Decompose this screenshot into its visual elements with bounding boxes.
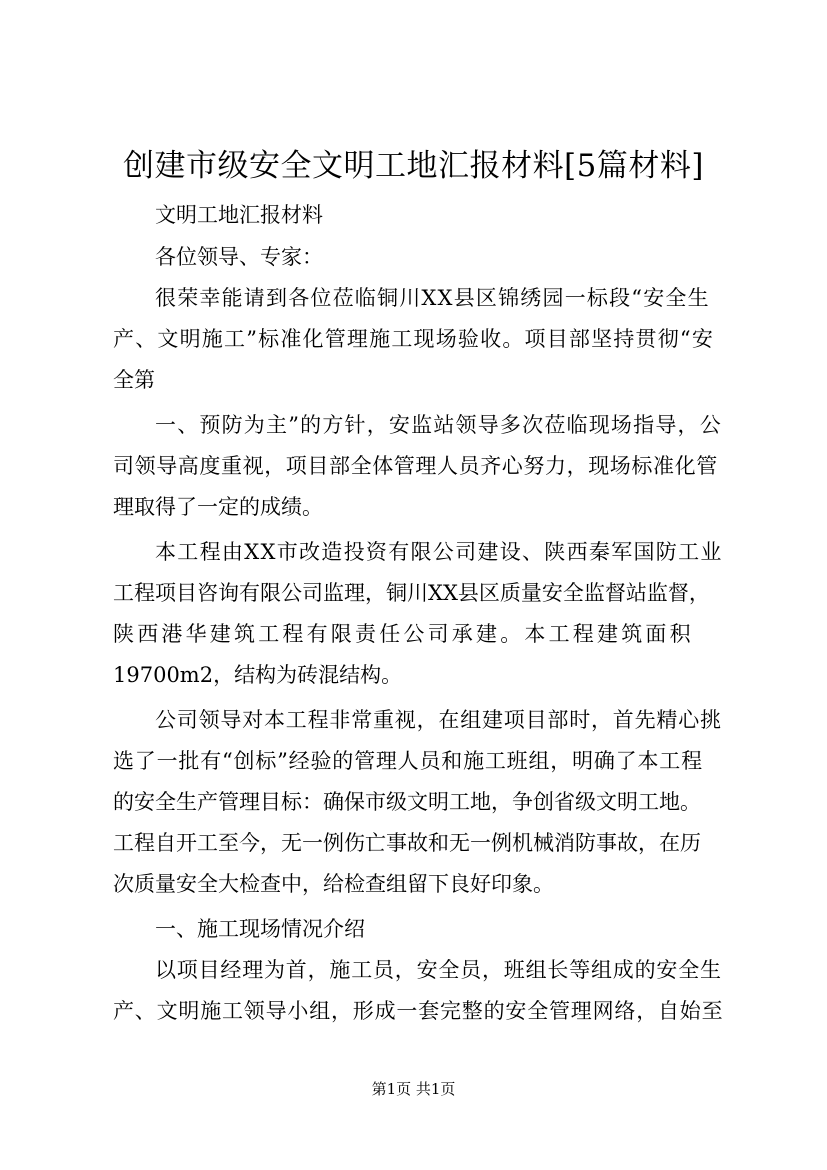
body-line: 以项目经理为首，施工员，安全员，班组长等组成的安全生 (155, 958, 722, 982)
body-line: 选了一批有“创标”经验的管理人员和施工班组，明确了本工程 (113, 749, 703, 773)
body-line: 司领导高度重视，项目部全体管理人员齐心努力，现场标准化管 (113, 454, 718, 478)
document-title: 创建市级安全文明工地汇报材料[5篇材料] (123, 148, 704, 184)
body-line: 公司领导对本工程非常重视，在组建项目部时，首先精心挑 (155, 708, 722, 732)
body-line: 产、文明施工领导小组，形成一套完整的安全管理网络，自始至 (113, 999, 724, 1023)
page-footer: 第1页 共1页 (371, 1080, 456, 1098)
body-line: 工程自开工至今，无一例伤亡事故和无一例机械消防事故，在历 (113, 831, 701, 855)
body-line: 19700m2，结构为砖混结构。 (113, 663, 403, 687)
body-line: 理取得了一定的成绩。 (113, 495, 323, 519)
body-line: 全第 (113, 368, 155, 392)
body-line: 各位领导、专家： (155, 245, 323, 269)
body-line: 一、预防为主”的方针，安监站领导多次莅临现场指导，公 (155, 413, 722, 437)
body-line: 产、文明施工”标准化管理施工现场验收。项目部坚持贯彻“安 (113, 327, 715, 351)
body-line: 陕西港华建筑工程有限责任公司承建。本工程建筑面积 (113, 622, 694, 646)
body-line: 本工程由XX市改造投资有限公司建设、陕西秦军国防工业 (155, 540, 723, 564)
body-line: 次质量安全大检查中，给检查组留下良好印象。 (113, 872, 554, 896)
body-line: 文明工地汇报材料 (155, 203, 323, 227)
section-heading: 一、施工现场情况介绍 (155, 917, 365, 941)
body-line: 很荣幸能请到各位莅临铜川XX县区锦绣园一标段“安全生 (155, 286, 710, 310)
body-line: 的安全生产管理目标：确保市级文明工地，争创省级文明工地。 (113, 790, 701, 814)
body-line: 工程项目咨询有限公司监理，铜川XX县区质量安全监督站监督， (113, 581, 710, 605)
